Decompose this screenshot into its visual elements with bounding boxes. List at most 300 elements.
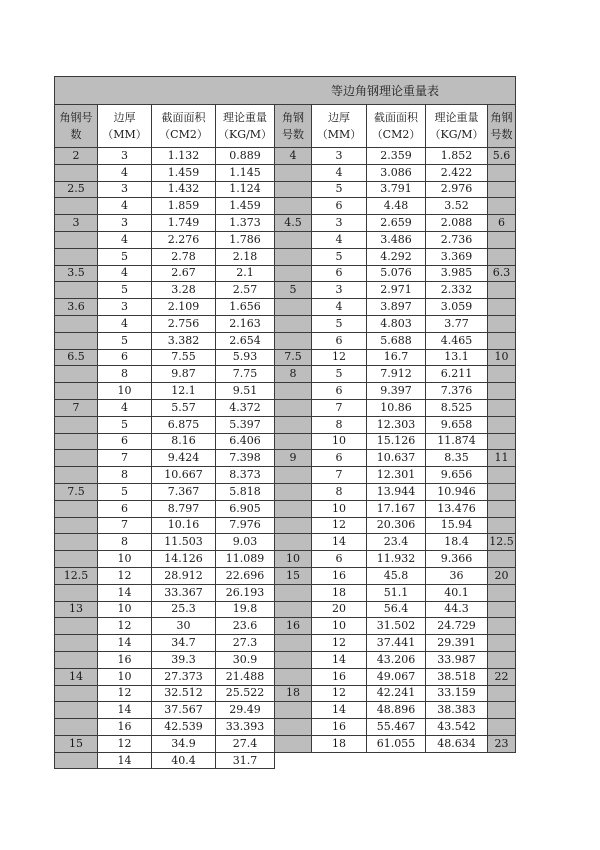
table-row — [55, 265, 516, 282]
cell-section-area: 16.7 — [367, 349, 426, 366]
cell-theoretical-weight: 11.089 — [216, 551, 275, 568]
cell-angle-no: 10 — [488, 349, 516, 366]
cell-section-area: 8.16 — [152, 433, 216, 450]
cell-thickness: 12 — [98, 735, 152, 752]
cell-theoretical-weight: 1.786 — [216, 231, 275, 248]
cell-angle-no: 15 — [275, 567, 312, 584]
cell-angle-no — [275, 668, 312, 685]
cell-angle-no — [488, 198, 516, 215]
cell-thickness: 14 — [312, 534, 367, 551]
cell-thickness: 4 — [98, 198, 152, 215]
header-text: （KG/M） — [429, 128, 484, 141]
cell-angle-no — [488, 399, 516, 416]
cell-angle-no — [55, 383, 98, 400]
cell-section-area: 48.896 — [367, 702, 426, 719]
cell-thickness: 5 — [98, 282, 152, 299]
cell-theoretical-weight: 3.985 — [426, 265, 488, 282]
cell-angle-no — [488, 635, 516, 652]
cell-angle-no — [275, 500, 312, 517]
cell-section-area: 12.303 — [367, 416, 426, 433]
cell-theoretical-weight: 1.459 — [216, 198, 275, 215]
cell-section-area: 3.382 — [152, 332, 216, 349]
cell-angle-no: 9 — [275, 450, 312, 467]
cell-thickness: 5 — [98, 416, 152, 433]
cell-theoretical-weight: 8.35 — [426, 450, 488, 467]
cell-theoretical-weight: 1.373 — [216, 215, 275, 232]
cell-thickness: 5 — [312, 315, 367, 332]
cell-section-area: 13.944 — [367, 483, 426, 500]
cell-thickness: 6 — [312, 383, 367, 400]
cell-theoretical-weight: 33.159 — [426, 685, 488, 702]
cell-theoretical-weight: 7.976 — [216, 517, 275, 534]
cell-angle-no — [275, 534, 312, 551]
cell-theoretical-weight — [426, 752, 488, 769]
cell-section-area: 3.791 — [367, 181, 426, 198]
cell-section-area: 14.126 — [152, 551, 216, 568]
cell-thickness: 3 — [312, 215, 367, 232]
cell-angle-no — [488, 164, 516, 181]
cell-angle-no: 6.3 — [488, 265, 516, 282]
cell-angle-no — [488, 248, 516, 265]
cell-thickness: 12 — [312, 517, 367, 534]
cell-thickness: 12 — [98, 567, 152, 584]
cell-theoretical-weight: 2.654 — [216, 332, 275, 349]
cell-thickness: 14 — [98, 702, 152, 719]
cell-theoretical-weight: 3.77 — [426, 315, 488, 332]
cell-angle-no — [275, 181, 312, 198]
cell-section-area: 5.076 — [367, 265, 426, 282]
table-row — [55, 601, 516, 618]
cell-section-area: 10.86 — [367, 399, 426, 416]
column-header-section-area — [367, 105, 426, 148]
table-row — [55, 467, 516, 484]
cell-section-area: 33.367 — [152, 584, 216, 601]
cell-thickness — [312, 752, 367, 769]
cell-theoretical-weight: 27.3 — [216, 635, 275, 652]
table-row — [55, 483, 516, 500]
cell-angle-no — [55, 366, 98, 383]
cell-angle-no — [488, 601, 516, 618]
cell-theoretical-weight: 9.656 — [426, 467, 488, 484]
cell-angle-no — [275, 399, 312, 416]
cell-theoretical-weight: 2.332 — [426, 282, 488, 299]
cell-thickness: 18 — [312, 584, 367, 601]
cell-section-area: 34.7 — [152, 635, 216, 652]
cell-section-area: 61.055 — [367, 735, 426, 752]
cell-section-area: 12.301 — [367, 467, 426, 484]
cell-angle-no — [275, 651, 312, 668]
cell-theoretical-weight: 43.542 — [426, 719, 488, 736]
header-text: 理论重量 — [223, 111, 267, 124]
header-text: （CM2） — [371, 128, 421, 141]
cell-thickness: 6 — [98, 349, 152, 366]
cell-angle-no: 22 — [488, 668, 516, 685]
cell-angle-no: 4.5 — [275, 215, 312, 232]
cell-angle-no — [275, 702, 312, 719]
column-header-theoretical-weight — [216, 105, 275, 148]
header-text: （MM） — [316, 128, 362, 141]
cell-theoretical-weight: 36 — [426, 567, 488, 584]
table-row — [55, 584, 516, 601]
header-text: 边厚 — [113, 111, 136, 124]
cell-angle-no — [55, 467, 98, 484]
table-row — [55, 517, 516, 534]
cell-thickness: 10 — [312, 500, 367, 517]
angle-steel-weight-table — [54, 76, 516, 769]
table-row — [55, 282, 516, 299]
cell-theoretical-weight: 38.518 — [426, 668, 488, 685]
cell-angle-no — [55, 752, 98, 769]
cell-angle-no — [488, 433, 516, 450]
cell-thickness: 7 — [98, 450, 152, 467]
cell-theoretical-weight: 25.522 — [216, 685, 275, 702]
cell-theoretical-weight: 2.18 — [216, 248, 275, 265]
cell-section-area: 2.971 — [367, 282, 426, 299]
header-text: 号数 — [282, 128, 304, 141]
cell-section-area: 7.912 — [367, 366, 426, 383]
cell-theoretical-weight: 4.372 — [216, 399, 275, 416]
cell-angle-no — [55, 231, 98, 248]
cell-section-area: 20.306 — [367, 517, 426, 534]
cell-thickness: 16 — [98, 651, 152, 668]
cell-angle-no: 13 — [55, 601, 98, 618]
cell-theoretical-weight: 6.211 — [426, 366, 488, 383]
cell-theoretical-weight: 1.656 — [216, 299, 275, 316]
cell-thickness: 6 — [98, 500, 152, 517]
cell-section-area: 2.67 — [152, 265, 216, 282]
cell-angle-no — [275, 416, 312, 433]
cell-thickness: 6 — [312, 265, 367, 282]
cell-angle-no: 5.6 — [488, 148, 516, 165]
cell-thickness: 12 — [312, 635, 367, 652]
cell-theoretical-weight: 40.1 — [426, 584, 488, 601]
cell-section-area: 34.9 — [152, 735, 216, 752]
cell-angle-no — [275, 332, 312, 349]
cell-angle-no: 3 — [55, 215, 98, 232]
cell-angle-no — [488, 719, 516, 736]
cell-theoretical-weight: 2.57 — [216, 282, 275, 299]
cell-section-area: 8.797 — [152, 500, 216, 517]
cell-angle-no: 2.5 — [55, 181, 98, 198]
cell-thickness: 6 — [98, 433, 152, 450]
table-row — [55, 315, 516, 332]
table-title: 等边角钢理论重量表 — [331, 83, 440, 98]
cell-section-area: 10.637 — [367, 450, 426, 467]
cell-theoretical-weight: 10.946 — [426, 483, 488, 500]
cell-section-area: 10.667 — [152, 467, 216, 484]
cell-theoretical-weight: 8.373 — [216, 467, 275, 484]
cell-theoretical-weight: 4.465 — [426, 332, 488, 349]
cell-section-area: 4.48 — [367, 198, 426, 215]
cell-theoretical-weight: 48.634 — [426, 735, 488, 752]
cell-section-area: 51.1 — [367, 584, 426, 601]
cell-section-area: 28.912 — [152, 567, 216, 584]
cell-theoretical-weight: 44.3 — [426, 601, 488, 618]
header-row — [55, 105, 516, 148]
cell-angle-no — [55, 450, 98, 467]
cell-angle-no — [55, 164, 98, 181]
cell-angle-no: 12.5 — [55, 567, 98, 584]
cell-section-area: 1.432 — [152, 181, 216, 198]
cell-angle-no: 10 — [275, 551, 312, 568]
cell-section-area: 2.109 — [152, 299, 216, 316]
cell-theoretical-weight: 15.94 — [426, 517, 488, 534]
cell-thickness: 5 — [312, 181, 367, 198]
cell-section-area: 25.3 — [152, 601, 216, 618]
cell-section-area: 42.241 — [367, 685, 426, 702]
cell-angle-no: 12.5 — [488, 534, 516, 551]
cell-thickness: 4 — [98, 231, 152, 248]
table-row — [55, 551, 516, 568]
cell-angle-no — [488, 383, 516, 400]
cell-thickness: 8 — [98, 366, 152, 383]
cell-section-area: 31.502 — [367, 618, 426, 635]
cell-section-area: 7.367 — [152, 483, 216, 500]
table-row — [55, 450, 516, 467]
header-text: （CM2） — [159, 128, 208, 141]
cell-angle-no: 2 — [55, 148, 98, 165]
cell-thickness: 5 — [98, 483, 152, 500]
table-row — [55, 399, 516, 416]
cell-angle-no: 6 — [488, 215, 516, 232]
cell-thickness: 4 — [312, 164, 367, 181]
cell-section-area: 37.567 — [152, 702, 216, 719]
cell-thickness: 8 — [312, 483, 367, 500]
cell-section-area — [367, 752, 426, 769]
cell-angle-no — [55, 500, 98, 517]
table-row — [55, 635, 516, 652]
title-row — [55, 77, 516, 105]
cell-angle-no — [55, 618, 98, 635]
cell-thickness: 8 — [98, 467, 152, 484]
cell-thickness: 12 — [312, 349, 367, 366]
cell-section-area: 27.373 — [152, 668, 216, 685]
cell-thickness: 6 — [312, 551, 367, 568]
cell-angle-no — [275, 231, 312, 248]
cell-thickness: 16 — [312, 668, 367, 685]
cell-theoretical-weight: 23.6 — [216, 618, 275, 635]
table-row — [55, 332, 516, 349]
cell-angle-no: 6.5 — [55, 349, 98, 366]
cell-section-area: 12.1 — [152, 383, 216, 400]
cell-angle-no — [55, 685, 98, 702]
cell-theoretical-weight: 1.145 — [216, 164, 275, 181]
cell-angle-no: 7.5 — [275, 349, 312, 366]
cell-angle-no — [275, 265, 312, 282]
cell-thickness: 4 — [98, 399, 152, 416]
cell-thickness: 10 — [98, 551, 152, 568]
cell-angle-no — [55, 248, 98, 265]
table-row — [55, 651, 516, 668]
cell-angle-no — [275, 299, 312, 316]
cell-thickness: 3 — [98, 215, 152, 232]
header-text: 号数 — [490, 128, 513, 141]
column-header-angle-no — [488, 105, 516, 148]
cell-thickness: 18 — [312, 735, 367, 752]
cell-thickness: 10 — [312, 433, 367, 450]
cell-thickness: 6 — [312, 450, 367, 467]
header-text: 角钢 — [490, 111, 513, 124]
cell-theoretical-weight: 5.397 — [216, 416, 275, 433]
cell-section-area: 5.57 — [152, 399, 216, 416]
cell-section-area: 11.932 — [367, 551, 426, 568]
cell-section-area: 4.292 — [367, 248, 426, 265]
cell-section-area: 2.756 — [152, 315, 216, 332]
table-row — [55, 668, 516, 685]
cell-thickness: 7 — [98, 517, 152, 534]
cell-theoretical-weight: 13.476 — [426, 500, 488, 517]
cell-section-area: 1.859 — [152, 198, 216, 215]
cell-angle-no: 16 — [275, 618, 312, 635]
cell-theoretical-weight: 3.059 — [426, 299, 488, 316]
cell-angle-no: 5 — [275, 282, 312, 299]
cell-angle-no — [488, 651, 516, 668]
table-row — [55, 500, 516, 517]
table-row — [55, 735, 516, 752]
cell-theoretical-weight: 27.4 — [216, 735, 275, 752]
cell-angle-no: 20 — [488, 567, 516, 584]
cell-theoretical-weight: 9.51 — [216, 383, 275, 400]
header-text: 理论重量 — [434, 111, 479, 124]
cell-section-area: 4.803 — [367, 315, 426, 332]
cell-angle-no: 8 — [275, 366, 312, 383]
table-row — [55, 299, 516, 316]
cell-thickness: 12 — [98, 685, 152, 702]
cell-angle-no — [55, 534, 98, 551]
cell-angle-no — [55, 635, 98, 652]
table-row — [55, 416, 516, 433]
cell-thickness: 6 — [312, 332, 367, 349]
cell-thickness: 20 — [312, 601, 367, 618]
cell-angle-no — [275, 248, 312, 265]
cell-theoretical-weight: 7.398 — [216, 450, 275, 467]
cell-section-area: 11.503 — [152, 534, 216, 551]
cell-angle-no — [488, 366, 516, 383]
cell-thickness: 10 — [98, 601, 152, 618]
table-row — [55, 181, 516, 198]
header-text: 截面面积 — [161, 111, 206, 124]
cell-thickness: 4 — [98, 265, 152, 282]
column-header-angle-no — [275, 105, 312, 148]
cell-angle-no — [488, 282, 516, 299]
header-text: （MM） — [102, 128, 147, 141]
cell-theoretical-weight: 29.391 — [426, 635, 488, 652]
cell-thickness: 4 — [312, 299, 367, 316]
cell-thickness: 4 — [98, 315, 152, 332]
cell-thickness: 5 — [312, 248, 367, 265]
cell-angle-no — [275, 164, 312, 181]
table-row — [55, 148, 516, 165]
cell-angle-no — [488, 584, 516, 601]
table-row — [55, 164, 516, 181]
table-row — [55, 433, 516, 450]
cell-thickness: 6 — [312, 198, 367, 215]
cell-section-area: 2.276 — [152, 231, 216, 248]
cell-thickness: 14 — [312, 702, 367, 719]
cell-section-area: 10.16 — [152, 517, 216, 534]
table-row — [55, 618, 516, 635]
cell-thickness: 3 — [312, 282, 367, 299]
cell-angle-no: 15 — [55, 735, 98, 752]
table-row — [55, 702, 516, 719]
table-row — [55, 215, 516, 232]
cell-thickness: 4 — [312, 231, 367, 248]
cell-section-area: 9.424 — [152, 450, 216, 467]
cell-angle-no — [275, 752, 312, 769]
cell-section-area: 2.359 — [367, 148, 426, 165]
cell-angle-no — [275, 584, 312, 601]
cell-angle-no — [488, 702, 516, 719]
cell-angle-no — [488, 332, 516, 349]
cell-section-area: 32.512 — [152, 685, 216, 702]
cell-theoretical-weight: 5.93 — [216, 349, 275, 366]
table-row — [55, 719, 516, 736]
cell-angle-no — [488, 315, 516, 332]
cell-angle-no: 3.5 — [55, 265, 98, 282]
cell-section-area: 30 — [152, 618, 216, 635]
cell-theoretical-weight: 1.852 — [426, 148, 488, 165]
cell-angle-no — [275, 198, 312, 215]
cell-theoretical-weight: 33.987 — [426, 651, 488, 668]
cell-section-area: 5.688 — [367, 332, 426, 349]
cell-section-area: 1.132 — [152, 148, 216, 165]
table-row — [55, 349, 516, 366]
cell-angle-no — [55, 584, 98, 601]
cell-thickness: 3 — [98, 181, 152, 198]
cell-theoretical-weight: 29.49 — [216, 702, 275, 719]
cell-theoretical-weight: 2.422 — [426, 164, 488, 181]
cell-angle-no — [488, 517, 516, 534]
cell-angle-no — [275, 635, 312, 652]
cell-section-area: 3.28 — [152, 282, 216, 299]
cell-angle-no — [488, 500, 516, 517]
cell-theoretical-weight: 11.874 — [426, 433, 488, 450]
column-header-theoretical-weight — [426, 105, 488, 148]
cell-theoretical-weight: 2.736 — [426, 231, 488, 248]
cell-theoretical-weight: 21.488 — [216, 668, 275, 685]
cell-angle-no — [275, 483, 312, 500]
cell-angle-no — [275, 517, 312, 534]
table-row — [55, 248, 516, 265]
cell-angle-no: 14 — [55, 668, 98, 685]
table-row — [55, 534, 516, 551]
cell-thickness: 3 — [312, 148, 367, 165]
cell-angle-no — [275, 433, 312, 450]
table-title-cell — [55, 77, 516, 105]
cell-theoretical-weight: 7.376 — [426, 383, 488, 400]
cell-section-area: 42.539 — [152, 719, 216, 736]
cell-section-area: 17.167 — [367, 500, 426, 517]
cell-theoretical-weight: 38.383 — [426, 702, 488, 719]
cell-angle-no — [275, 601, 312, 618]
cell-angle-no — [488, 551, 516, 568]
cell-section-area: 43.206 — [367, 651, 426, 668]
cell-theoretical-weight: 9.658 — [426, 416, 488, 433]
cell-section-area: 9.397 — [367, 383, 426, 400]
header-text: 数 — [70, 128, 82, 141]
cell-thickness: 16 — [312, 567, 367, 584]
cell-angle-no: 4 — [275, 148, 312, 165]
cell-angle-no — [55, 332, 98, 349]
cell-angle-no — [55, 719, 98, 736]
cell-angle-no — [55, 551, 98, 568]
column-header-thickness — [312, 105, 367, 148]
cell-angle-no — [488, 467, 516, 484]
table-row — [55, 366, 516, 383]
cell-thickness: 16 — [98, 719, 152, 736]
table-row — [55, 231, 516, 248]
table-row — [55, 383, 516, 400]
